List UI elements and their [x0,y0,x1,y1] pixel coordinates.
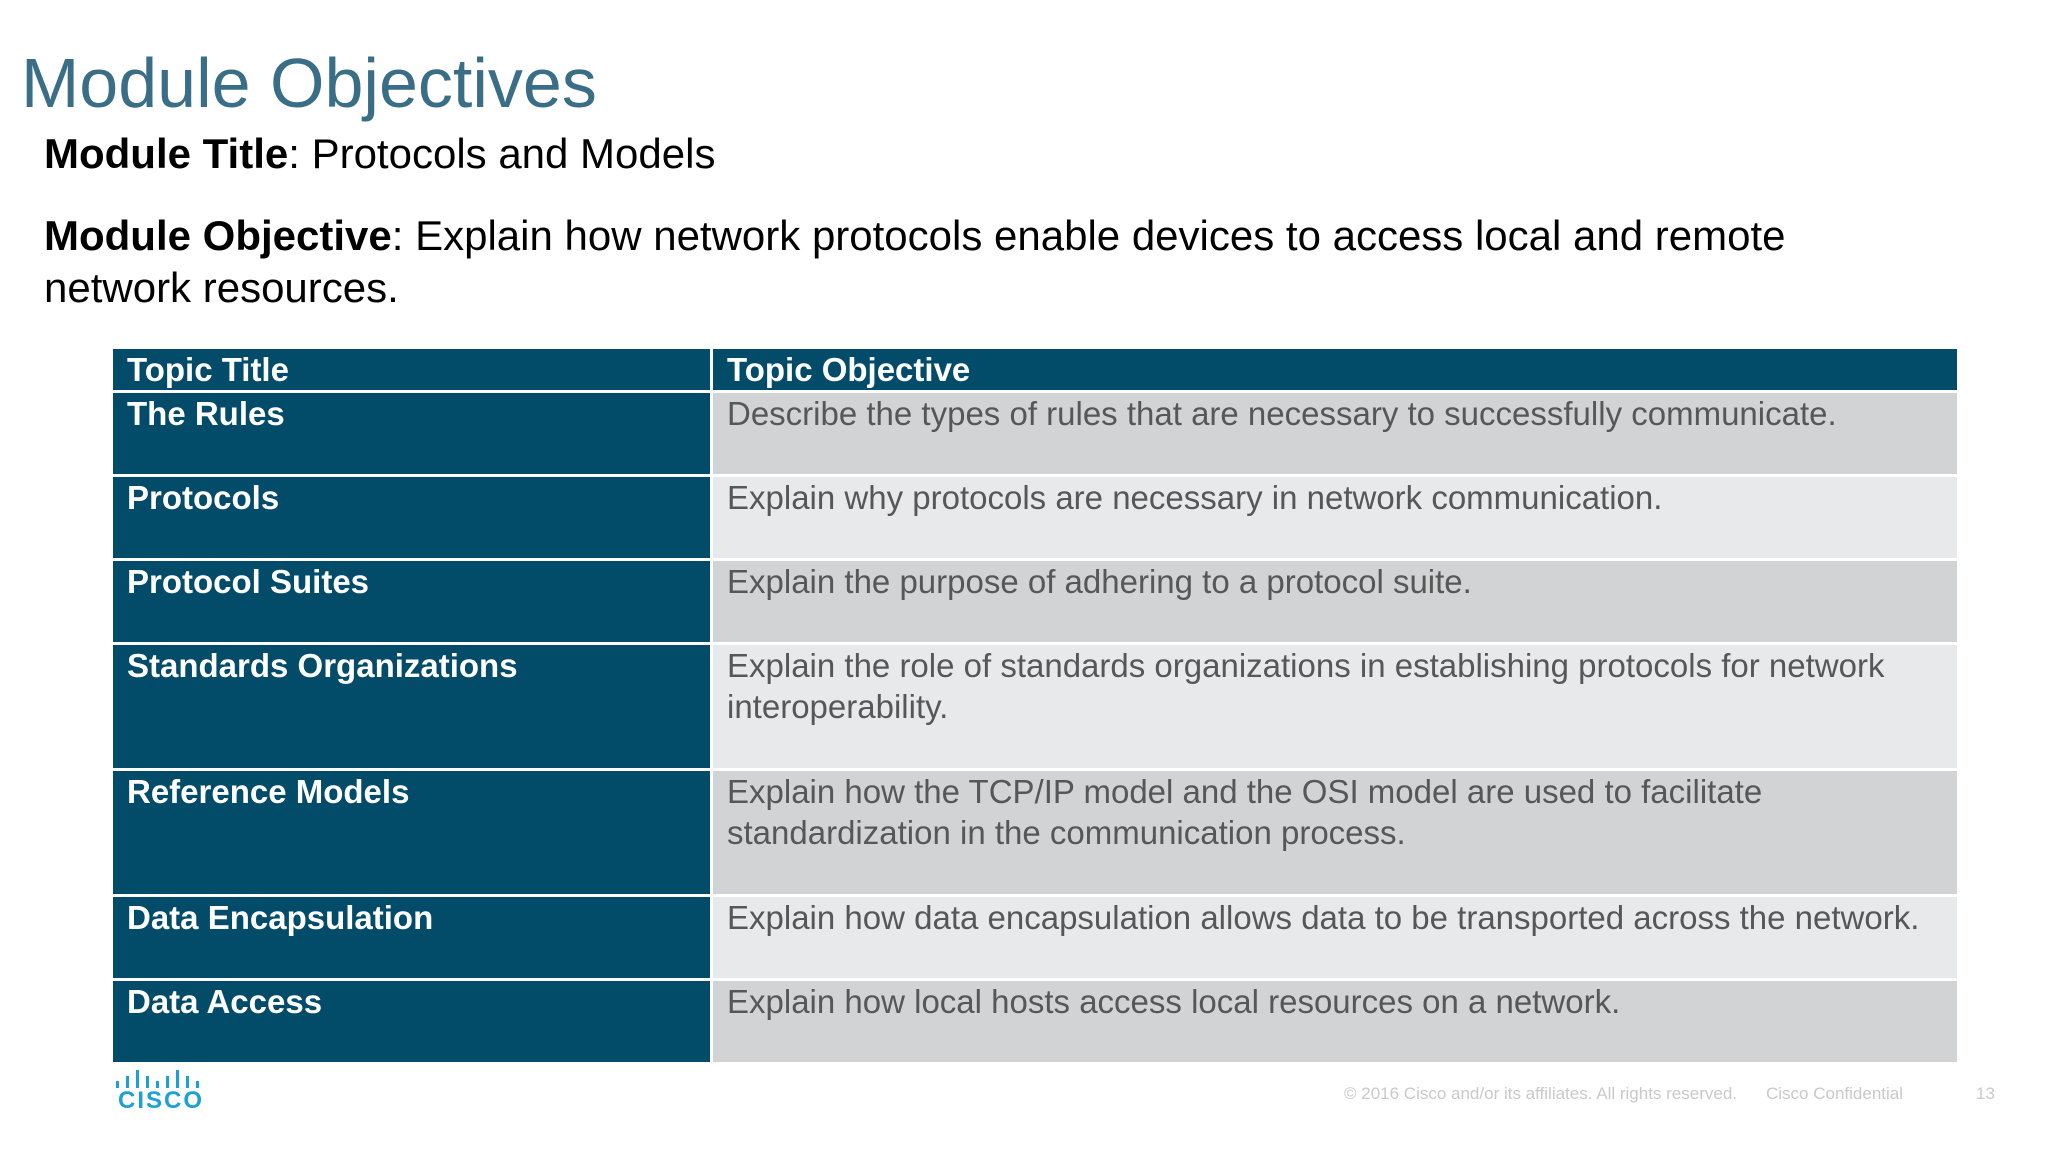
topic-objective-cell: Explain how data encapsulation allows data to be transported across the network. [712,896,1959,980]
topic-objective-cell: Explain the purpose of adhering to a protocol suite. [712,560,1959,644]
table-row [112,980,1959,1064]
topic-title-cell: Reference Models [112,770,712,896]
module-title-line [44,128,715,180]
table-row [112,896,1959,980]
header-topic-title: Topic Title [112,348,712,392]
table-row [112,644,1959,770]
footer-confidential: Cisco Confidential [1766,1084,1904,1103]
module-title-value: : Protocols and Models [288,130,716,177]
header-topic-objective: Topic Objective [712,348,1959,392]
cisco-logo-text: CISCO [118,1087,205,1114]
table-row [112,770,1959,896]
table-header-row [112,348,1959,392]
page-number: 13 [1976,1084,1995,1103]
topic-title-cell: Standards Organizations [112,644,712,770]
table-row [112,392,1959,476]
topic-objective-cell: Explain why protocols are necessary in network communication. [712,476,1959,560]
module-objective-line [44,210,1924,314]
module-title-label: Module Title [44,130,289,177]
topic-title-cell: Data Access [112,980,712,1064]
topic-title-cell: The Rules [112,392,712,476]
slide-title: Module Objectives [21,44,597,122]
table-row [112,560,1959,644]
module-objective-label: Module Objective [44,212,392,259]
topic-title-cell: Data Encapsulation [112,896,712,980]
table-row [112,476,1959,560]
topic-title-cell: Protocol Suites [112,560,712,644]
topic-objective-cell: Explain the role of standards organizations in establishing protocols for network interoperability. [712,644,1959,770]
topic-objective-cell: Explain how local hosts access local resources on a network. [712,980,1959,1064]
topic-objective-cell: Describe the types of rules that are necessary to successfully communicate. [712,392,1959,476]
topic-title-cell: Protocols [112,476,712,560]
footer-copyright: © 2016 Cisco and/or its affiliates. All rights reserved. [1344,1084,1738,1103]
topic-objective-cell: Explain how the TCP/IP model and the OSI model are used to facilitate standardization in the communication process. [712,770,1959,896]
topics-table [110,346,1960,1065]
module-objective-value: : Explain how network protocols enable devices to access local and remote network resources. [44,212,1786,311]
